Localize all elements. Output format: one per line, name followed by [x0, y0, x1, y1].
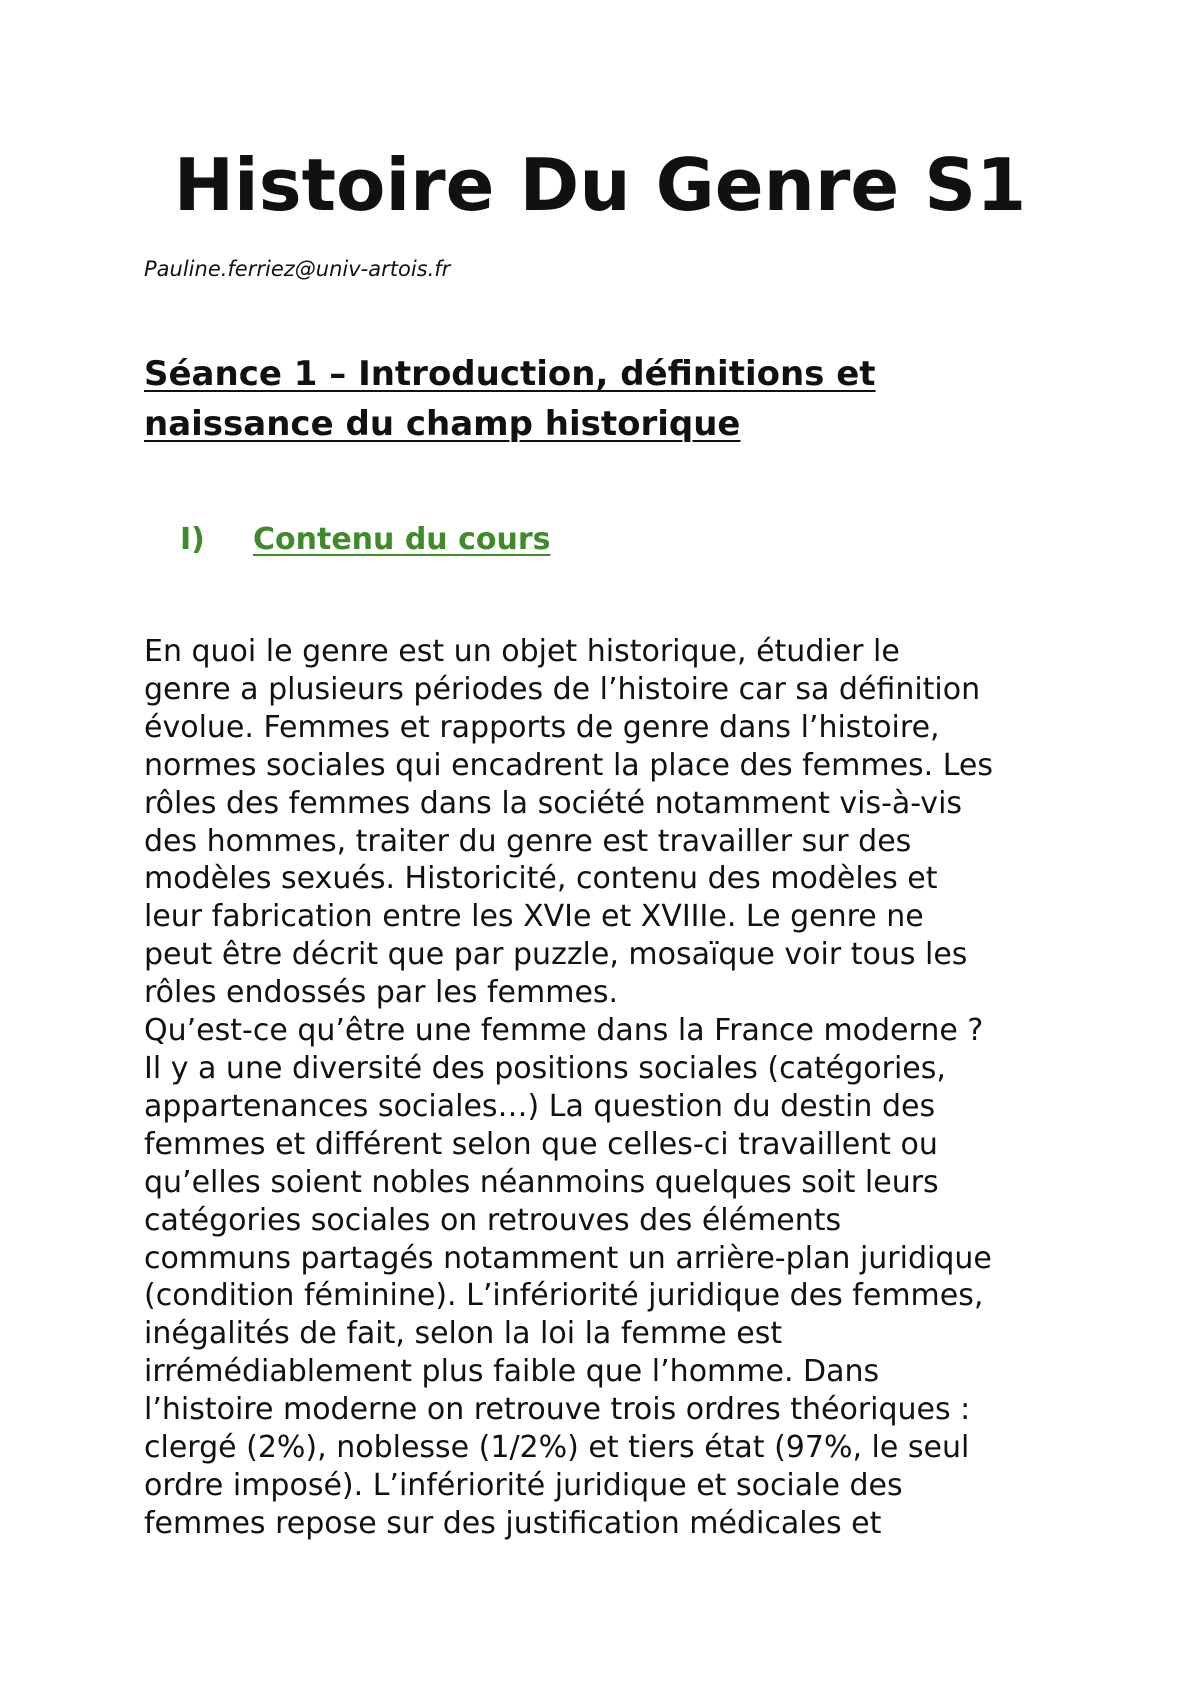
body-text-line: catégories sociales on retrouves des éléments: [144, 1202, 842, 1238]
body-text-line: irrémédiablement plus faible que l’homme. Dans: [144, 1354, 880, 1390]
body-text-line: peut être décrit que par puzzle, mosaïque voir tous les: [144, 937, 968, 973]
body-text-line: rôles des femmes dans la société notamment vis-à-vis: [144, 785, 963, 821]
section-number: I): [180, 522, 205, 557]
body-text-line: évolue. Femmes et rapports de genre dans l’histoire,: [144, 709, 940, 745]
body-text-line: appartenances sociales…) La question du destin des: [144, 1088, 936, 1124]
body-text-line: Il y a une diversité des positions sociales (catégories,: [144, 1050, 946, 1086]
body-text-line: des hommes, traiter du genre est travailler sur des: [144, 823, 912, 859]
body-text-line: leur fabrication entre les XVIe et XVIIIe. Le genre ne: [144, 899, 924, 935]
section-label: Contenu du cours: [253, 522, 551, 557]
author-email: Pauline.ferriez@univ-artois.fr: [144, 257, 451, 281]
body-text-line: normes sociales qui encadrent la place des femmes. Les: [144, 747, 994, 783]
session-title-line: Séance 1 – Introduction, définitions et: [144, 354, 876, 394]
body-text-line: modèles sexués. Historicité, contenu des modèles et: [144, 861, 938, 897]
document-title: Histoire Du Genre S1: [173, 143, 1027, 227]
body-text-line: ordre imposé). L’infériorité juridique et sociale des: [144, 1467, 903, 1503]
body-text-line: inégalités de fait, selon la loi la femme est: [144, 1316, 783, 1352]
body-text-line: (condition féminine). L’infériorité juridique des femmes,: [144, 1278, 984, 1314]
body-text-line: rôles endossés par les femmes.: [144, 975, 619, 1011]
section-heading: [180, 520, 551, 560]
session-title-line: naissance du champ historique: [144, 404, 741, 444]
body-text-line: En quoi le genre est un objet historique, étudier le: [144, 634, 900, 669]
body-text-line: genre a plusieurs périodes de l’histoire car sa définition: [144, 671, 981, 707]
body-text-line: femmes et différent selon que celles-ci travaillent ou: [144, 1126, 938, 1162]
session-title: [144, 349, 1044, 449]
body-text-line: clergé (2%), noblesse (1/2%) et tiers état (97%, le seul: [144, 1430, 970, 1466]
body-text-line: l’histoire moderne on retrouve trois ordres théoriques :: [144, 1392, 971, 1428]
body-text-line: femmes repose sur des justification médicales et: [144, 1505, 882, 1541]
body-paragraph: [144, 633, 1064, 1543]
body-text-line: qu’elles soient nobles néanmoins quelques soit leurs: [144, 1164, 939, 1200]
body-text-line: communs partagés notamment un arrière-plan juridique: [144, 1240, 992, 1276]
body-text-line: Qu’est-ce qu’être une femme dans la France moderne ?: [144, 1013, 984, 1049]
